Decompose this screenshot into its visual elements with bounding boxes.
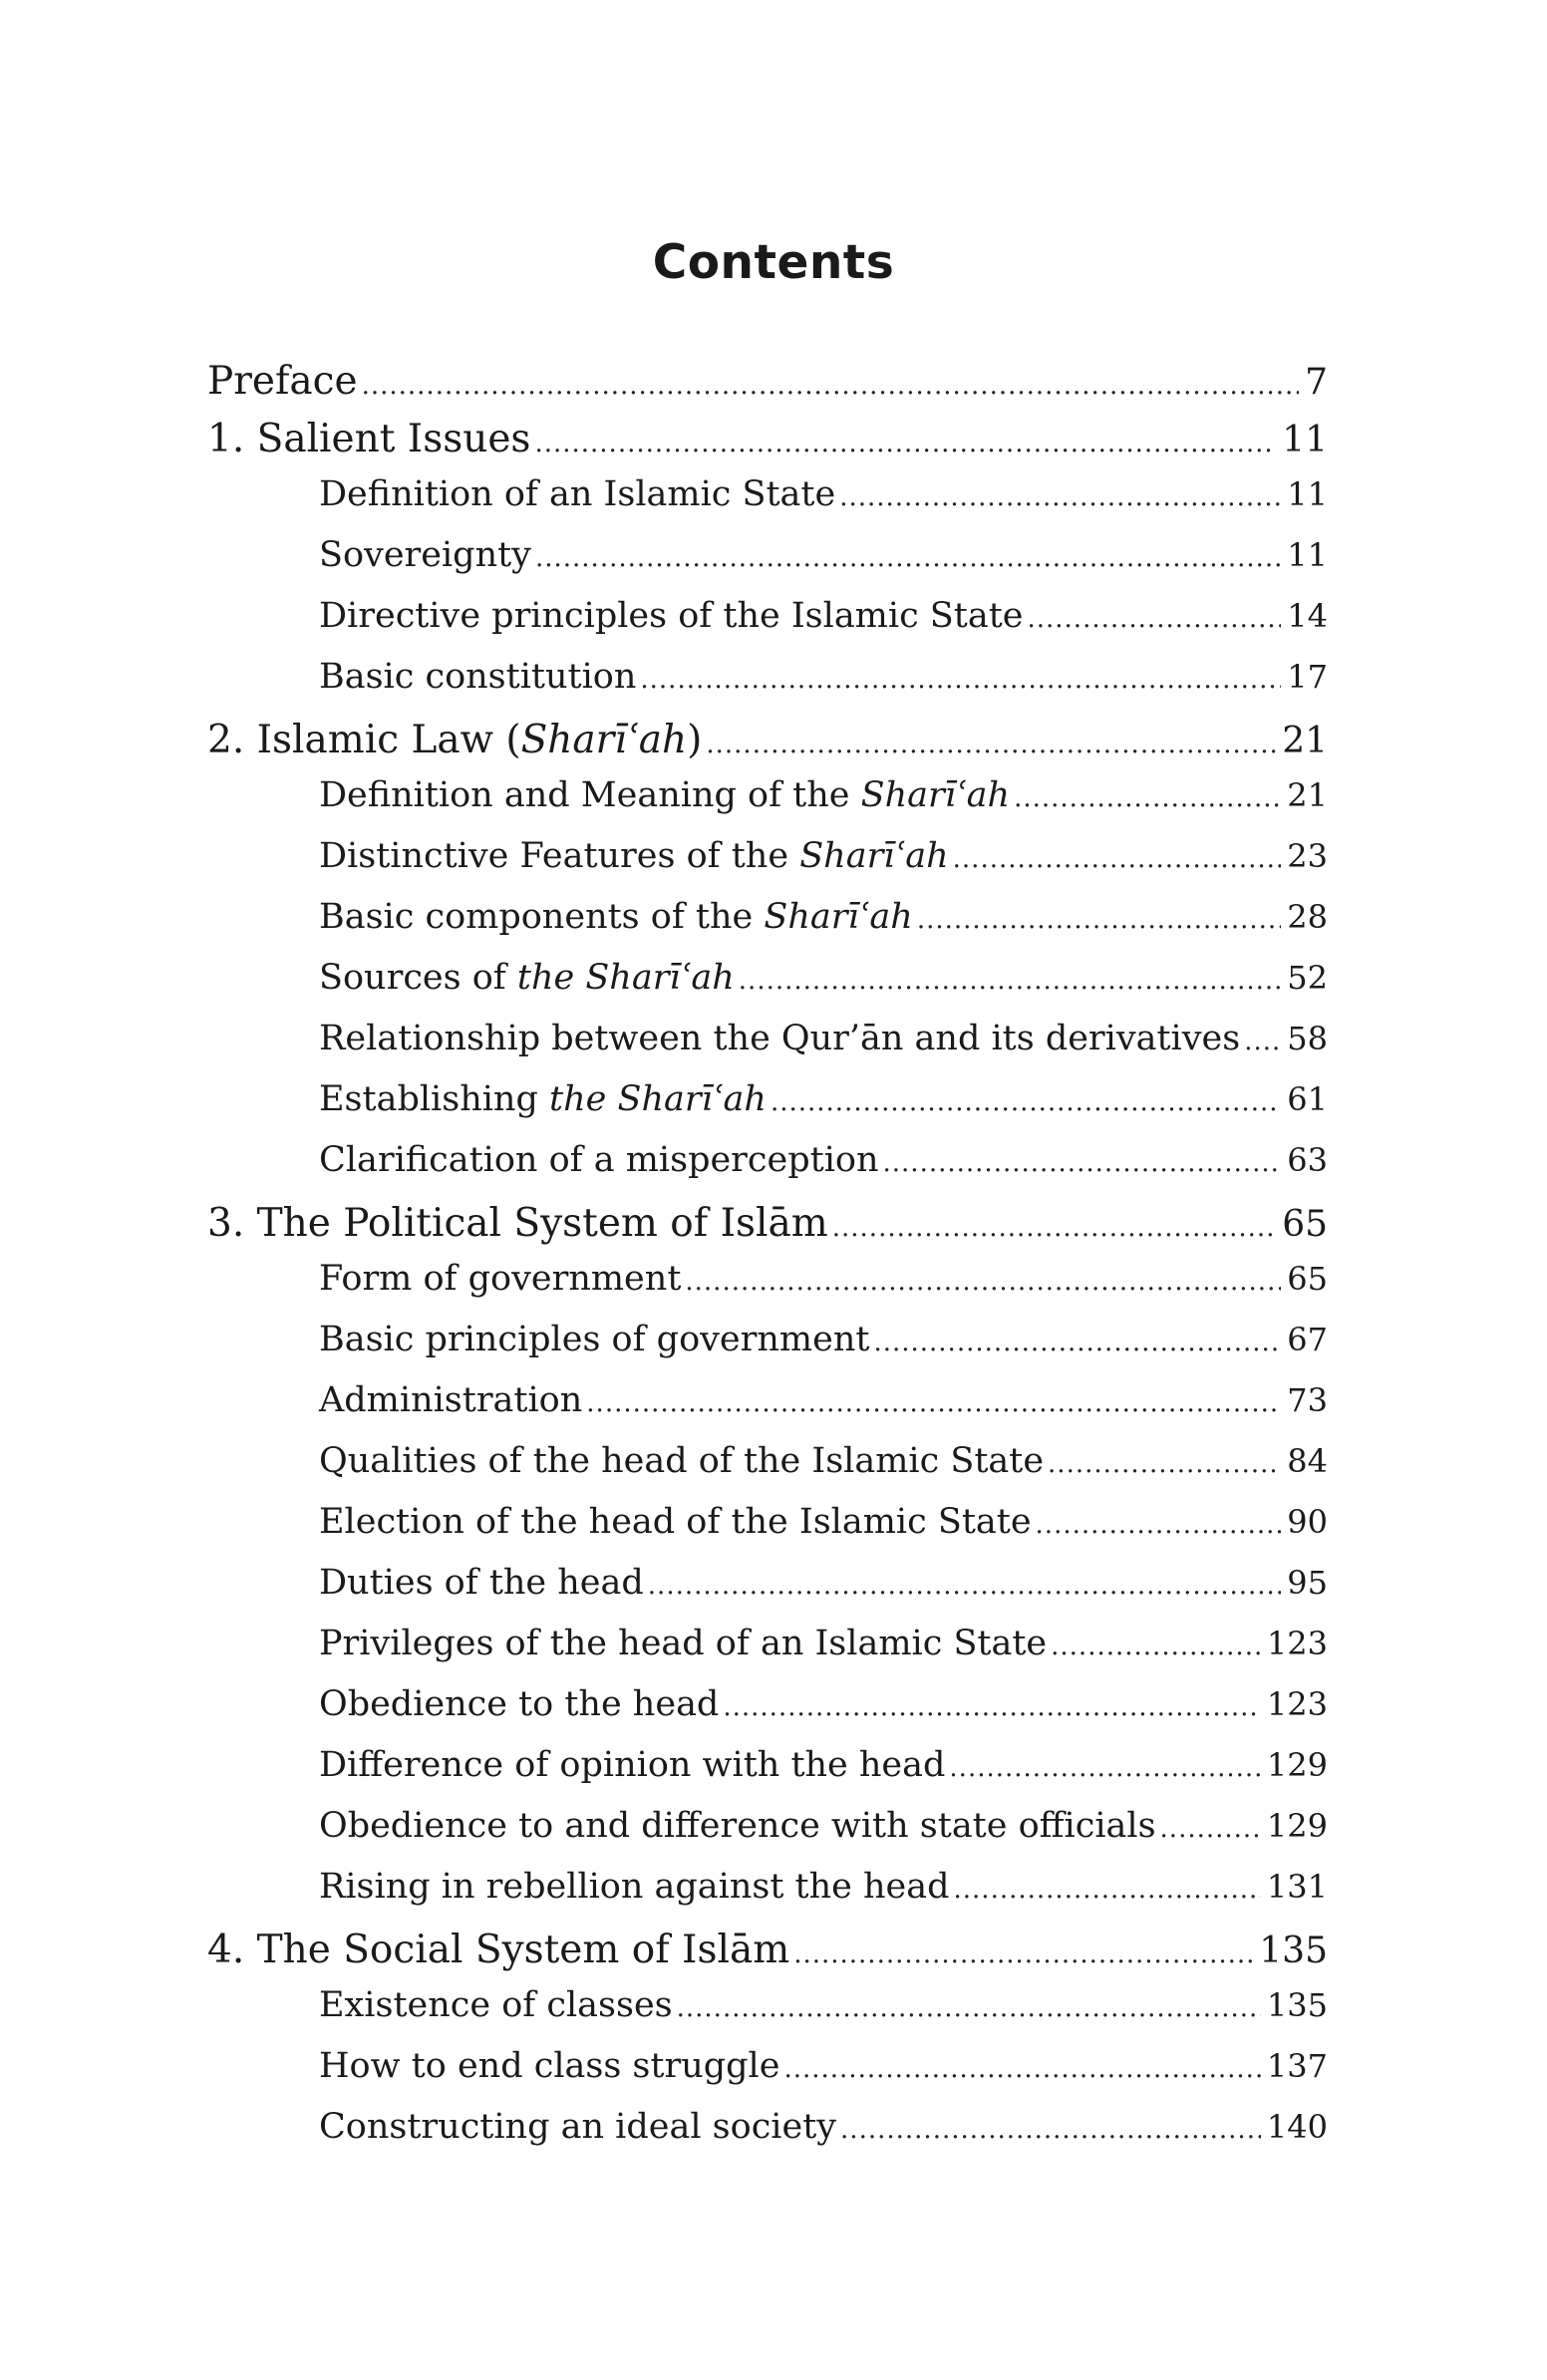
dot-leader — [1048, 1449, 1281, 1479]
dot-leader — [1244, 1027, 1281, 1056]
toc-entry-title-text: Establishing — [319, 1079, 550, 1119]
toc-entry-title — [319, 1380, 582, 1420]
toc-entry-title — [319, 535, 531, 575]
toc-entry-title — [319, 1985, 673, 2025]
toc-entry-title — [319, 2107, 836, 2147]
toc-entry-title — [319, 1806, 1156, 1846]
toc-entry-title — [319, 2046, 779, 2086]
toc-entry-title-text: 4. The Social System of Islām — [207, 1928, 790, 1972]
toc-entry-title — [319, 1140, 879, 1180]
toc-entry-title-suffix: ) — [687, 718, 703, 762]
toc-entry-title — [207, 718, 702, 762]
dot-leader — [706, 730, 1276, 759]
dot-leader — [362, 371, 1300, 401]
toc-page-number: 135 — [1266, 1986, 1328, 2024]
toc-page-number: 129 — [1266, 1746, 1328, 1784]
toc-page-number: 58 — [1287, 1020, 1328, 1057]
toc-section-entry — [319, 836, 1328, 897]
toc-entry-title-italic: Sharīʿah — [764, 897, 913, 937]
dot-leader — [677, 1993, 1261, 2023]
toc-entry-title-text: 1. Salient Issues — [207, 417, 531, 461]
dot-leader — [839, 482, 1281, 512]
toc-entry-title-text: Sovereignty — [319, 535, 531, 575]
dot-leader — [771, 1087, 1281, 1117]
toc-entry-title-text: Existence of classes — [319, 1985, 673, 2025]
toc-section-entry — [319, 1745, 1328, 1806]
toc-entry-title-text: Duties of the head — [319, 1563, 644, 1603]
toc-section-entry — [319, 474, 1328, 535]
toc-entry-title-text: Sources of — [319, 958, 517, 998]
toc-section-entry — [319, 897, 1328, 958]
toc-page-number: 52 — [1287, 959, 1328, 997]
toc-page-number: 123 — [1266, 1625, 1328, 1662]
toc-entry-title-text: Preface — [207, 359, 358, 404]
dot-leader — [783, 2054, 1260, 2084]
dot-leader — [873, 1328, 1281, 1357]
toc-entry-title-text: Election of the head of the Islamic State — [319, 1502, 1032, 1542]
toc-entry-title-text: Distinctive Features of the — [319, 836, 800, 876]
toc-page-number: 95 — [1287, 1564, 1328, 1602]
toc-entry-title-text: Qualities of the head of the Islamic State — [319, 1441, 1045, 1481]
toc-page-number: 73 — [1287, 1381, 1328, 1419]
toc-entry-title — [319, 1563, 644, 1603]
toc-page-number: 135 — [1259, 1931, 1328, 1971]
toc-entry-title-text: Clarification of a misperception — [319, 1140, 879, 1180]
toc-entry-title-italic: the Sharīʿah — [549, 1079, 767, 1119]
toc-page-number: 11 — [1287, 475, 1328, 513]
toc-entry-title-text: Definition and Meaning of the — [319, 775, 861, 815]
toc-entry-title-text: Basic principles of government — [319, 1320, 870, 1359]
toc-page-number: 17 — [1287, 658, 1328, 696]
toc-page-number: 21 — [1282, 721, 1328, 761]
toc-section-entry — [319, 1259, 1328, 1320]
toc-section-entry — [319, 1563, 1328, 1624]
dot-leader — [535, 543, 1281, 573]
table-of-contents — [207, 359, 1328, 2168]
toc-page-number: 123 — [1266, 1685, 1328, 1723]
toc-entry-title-italic: Sharīʿah — [860, 775, 1011, 815]
toc-page-number: 14 — [1287, 597, 1328, 635]
toc-section-entry — [319, 657, 1328, 718]
toc-entry-title — [319, 1079, 767, 1119]
toc-section-entry — [319, 596, 1328, 657]
toc-entry-title-text: Basic components of the — [319, 897, 765, 937]
toc-section-entry — [319, 775, 1328, 836]
dot-leader — [648, 1571, 1281, 1601]
dot-leader — [883, 1148, 1282, 1178]
dot-leader — [534, 429, 1276, 458]
toc-page-number: 67 — [1287, 1321, 1328, 1358]
toc-section-entry — [319, 2107, 1328, 2168]
toc-entry-title-italic: Sharīʿah — [799, 836, 949, 876]
toc-entry-title — [207, 1201, 828, 1246]
toc-entry-title — [319, 897, 913, 937]
toc-page-number: 129 — [1266, 1807, 1328, 1845]
toc-section-entry — [319, 535, 1328, 596]
toc-entry-title-text: Form of government — [319, 1259, 682, 1299]
toc-entry-title — [319, 1684, 719, 1724]
toc-chapter-entry — [207, 359, 1328, 417]
dot-leader — [917, 905, 1281, 935]
toc-entry-title — [319, 1867, 950, 1907]
toc-entry-title-italic: Sharīʿah — [520, 718, 688, 762]
toc-page-number: 65 — [1282, 1204, 1328, 1245]
dot-leader — [586, 1388, 1281, 1418]
toc-entry-title-text: 2. Islamic Law ( — [207, 718, 521, 762]
toc-section-entry — [319, 1380, 1328, 1441]
toc-entry-title-text: Obedience to the head — [319, 1684, 720, 1724]
toc-entry-title — [319, 1019, 1240, 1058]
toc-page-number: 140 — [1266, 2108, 1328, 2146]
toc-chapter-entry — [207, 417, 1328, 474]
toc-page-number: 84 — [1287, 1442, 1328, 1480]
toc-entry-title — [319, 1745, 945, 1785]
dot-leader — [1036, 1510, 1282, 1540]
dot-leader — [640, 665, 1281, 695]
toc-chapter-entry — [207, 1201, 1328, 1259]
toc-page-number: 11 — [1287, 536, 1328, 574]
toc-entry-title-text: Constructing an ideal society — [319, 2107, 837, 2147]
dot-leader — [1051, 1632, 1261, 1661]
toc-page-number: 23 — [1287, 837, 1328, 875]
toc-entry-title — [207, 359, 358, 404]
toc-entry-title — [319, 1320, 869, 1359]
toc-entry-title — [319, 958, 735, 998]
toc-chapter-entry — [207, 718, 1328, 775]
toc-section-entry — [319, 1079, 1328, 1140]
toc-entry-title — [319, 1259, 681, 1299]
toc-section-entry — [319, 1806, 1328, 1867]
toc-entry-title-text: Rising in rebellion against the head — [319, 1867, 950, 1907]
dot-leader — [1027, 604, 1281, 634]
toc-entry-title-text: Basic constitution — [319, 657, 637, 697]
toc-entry-title-text: Administration — [319, 1380, 583, 1420]
toc-section-entry — [319, 1624, 1328, 1684]
toc-entry-title-text: Relationship between the Qur’ān and its derivatives — [319, 1019, 1241, 1058]
toc-page-number: 7 — [1305, 362, 1328, 403]
dot-leader — [723, 1692, 1261, 1722]
toc-entry-title — [319, 657, 636, 697]
toc-entry-title — [319, 1441, 1044, 1481]
toc-page-number: 90 — [1287, 1503, 1328, 1541]
toc-page-number: 65 — [1287, 1260, 1328, 1298]
toc-entry-title — [207, 1928, 789, 1972]
toc-entry-title-text: Difference of opinion with the head — [319, 1745, 946, 1785]
toc-section-entry — [319, 1140, 1328, 1201]
toc-entry-title — [207, 417, 530, 461]
dot-leader — [949, 1753, 1261, 1783]
toc-entry-title — [319, 1624, 1047, 1663]
dot-leader — [832, 1213, 1276, 1243]
toc-entry-title — [319, 836, 949, 876]
toc-section-entry — [319, 1985, 1328, 2046]
toc-section-entry — [319, 1441, 1328, 1502]
dot-leader — [739, 966, 1281, 996]
toc-entry-title — [319, 775, 1010, 815]
toc-entry-title-text: 3. The Political System of Islām — [207, 1201, 828, 1246]
dot-leader — [954, 1875, 1261, 1905]
toc-page-number: 21 — [1287, 776, 1328, 814]
dot-leader — [840, 2115, 1261, 2145]
toc-page-number: 11 — [1282, 420, 1328, 460]
toc-page-number: 137 — [1266, 2047, 1328, 2085]
dot-leader — [793, 1939, 1253, 1969]
dot-leader — [1160, 1814, 1261, 1844]
toc-page-number: 63 — [1287, 1141, 1328, 1179]
toc-entry-title-text: How to end class struggle — [319, 2046, 780, 2086]
toc-section-entry — [319, 1320, 1328, 1380]
page-title: Contents — [652, 235, 895, 290]
toc-entry-title — [319, 474, 835, 514]
toc-section-entry — [319, 1867, 1328, 1928]
toc-entry-title-text: Obedience to and difference with state officials — [319, 1806, 1156, 1846]
toc-entry-title-text: Privileges of the head of an Islamic State — [319, 1624, 1048, 1663]
toc-section-entry — [319, 958, 1328, 1019]
toc-section-entry — [319, 1684, 1328, 1745]
toc-section-entry — [319, 1019, 1328, 1079]
toc-page-number: 28 — [1287, 898, 1328, 936]
dot-leader — [685, 1267, 1281, 1297]
toc-entry-title-text: Directive principles of the Islamic State — [319, 596, 1024, 636]
toc-entry-title-text: Definition of an Islamic State — [319, 474, 836, 514]
dot-leader — [1014, 783, 1281, 813]
toc-page-number: 61 — [1287, 1080, 1328, 1118]
toc-section-entry — [319, 2046, 1328, 2107]
toc-chapter-entry — [207, 1928, 1328, 1985]
toc-entry-title — [319, 1502, 1032, 1542]
toc-page-number: 131 — [1266, 1868, 1328, 1906]
dot-leader — [953, 844, 1282, 874]
toc-entry-title — [319, 596, 1023, 636]
toc-section-entry — [319, 1502, 1328, 1563]
toc-entry-title-italic: the Sharīʿah — [516, 958, 735, 998]
